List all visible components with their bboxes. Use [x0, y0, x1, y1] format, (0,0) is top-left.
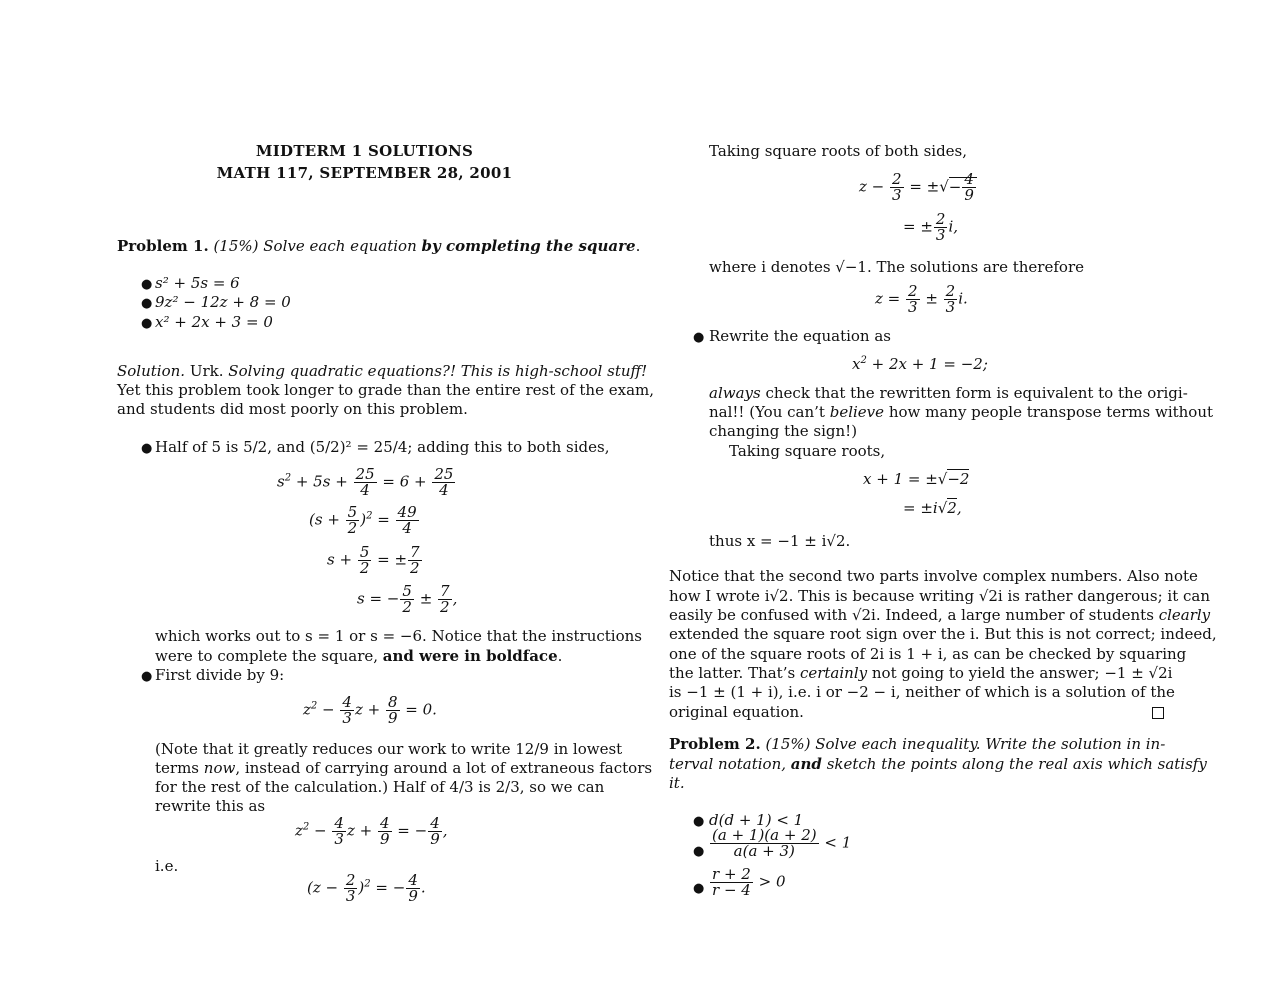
notice-1: Notice that the second two parts involve complex numbers. Also note: [669, 567, 1198, 585]
notice-5: one of the square roots of 2i is 1 + i, as can be checked by squaring: [669, 645, 1187, 663]
nal-line: nal!! (You can’t believe how many people transpose terms without: [709, 403, 1214, 421]
part2-note-2: terms now, instead of carrying around a lot of extraneous factors: [155, 759, 653, 777]
inequality-2: $\frac{(a + 1)(a + 2)}{a(a + 3)}$ < 1: [712, 826, 852, 860]
notice-2: how I wrote i√2. This is because writing √2i is rather dangerous; it can: [669, 587, 1211, 605]
solutions-equation: z = $\frac{2}{3}$ ± $\frac{2}{3}$ i.: [875, 282, 968, 316]
bullet-icon: ●: [693, 814, 705, 829]
solution-line-3: and students did most poorly on this problem.: [117, 400, 468, 418]
thus-line: thus x = −1 ± i√2.: [709, 532, 851, 550]
roots-step-2: = ± $\frac{2}{3}$ i,: [903, 210, 959, 244]
bullet-icon: ●: [141, 441, 153, 456]
problem-2-line-1: Problem 2. (15%) Solve each inequality. Write the solution in in-: [669, 735, 1166, 753]
problem-2-line-3: it.: [669, 774, 685, 792]
rewrite-line: Rewrite the equation as: [709, 327, 891, 345]
taking-roots: Taking square roots of both sides,: [709, 142, 968, 160]
inequality-3: $\frac{r + 2}{r - 4}$ > 0: [712, 865, 786, 899]
part2-equation-3: (z − $\frac{2}{3}$ )$^2$ = − $\frac{4}{9}$ .: [307, 871, 426, 905]
part2-ie: i.e.: [155, 857, 179, 875]
part2-note-4: rewrite this as: [155, 797, 266, 815]
part2-equation-1: $z^2$ − $\frac{4}{3}$ z + $\frac{8}{9}$ = 0.: [303, 693, 437, 727]
roots-step-1: z − $\frac{2}{3}$ = ±√− $\frac{4}{9}$: [859, 172, 977, 203]
part2-intro: First divide by 9:: [155, 666, 285, 684]
derivation-step-1: $s^2 + 5s$ + $\frac{25}{4}$ = 6 + $\frac{25}{4}$: [277, 465, 454, 499]
equation-1: s² + 5s = 6: [155, 274, 240, 292]
part1-after-2: were to complete the square, and were in boldface.: [155, 647, 563, 665]
bullet-icon: ●: [693, 844, 705, 859]
problem-1-label: Problem 1.: [117, 237, 209, 255]
where-i: where i denotes √−1. The solutions are therefore: [709, 258, 1084, 276]
derivation-step-2: (s + $\frac{5}{2}$ )$^2$ = $\frac{49}{4}$: [309, 503, 417, 537]
rewritten-equation: $x^2 + 2x + 1 = -2$;: [852, 355, 988, 373]
part2-equation-2: $z^2$ − $\frac{4}{3}$ z + $\frac{4}{9}$ = − $\frac{4}{9}$ ,: [295, 814, 448, 848]
sqrt-step-2: = ±i√2,: [903, 499, 962, 517]
bullet-icon: ●: [141, 296, 153, 311]
part1-intro: Half of 5 is 5/2, and (5/2)² = 25/4; adding this to both sides,: [155, 438, 610, 456]
problem-2-label: Problem 2.: [669, 735, 761, 753]
bullet-icon: ●: [141, 277, 153, 292]
equation-2: 9z² − 12z + 8 = 0: [155, 293, 291, 311]
solution-line-1: Solution. Urk. Solving quadratic equations?! This is high-school stuff!: [117, 362, 648, 380]
title-line-1: MIDTERM 1 SOLUTIONS: [255, 142, 474, 160]
sqrt-step-1: x + 1 = ±√−2: [863, 470, 970, 488]
part2-note-3: for the rest of the calculation.) Half of 4/3 is 2/3, so we can: [155, 778, 605, 796]
part1-after-1: which works out to s = 1 or s = −6. Notice that the instructions: [155, 627, 642, 645]
notice-8: original equation.: [669, 703, 804, 721]
notice-6: the latter. That’s certainly not going to yield the answer; −1 ± √2i: [669, 664, 1173, 682]
notice-7: is −1 ± (1 + i), i.e. i or −2 − i, neither of which is a solution of the: [669, 683, 1175, 701]
always-line: always check that the rewritten form is equivalent to the origi-: [709, 384, 1188, 402]
changing-line: changing the sign!): [709, 422, 858, 440]
derivation-step-4: s = − $\frac{5}{2}$ ± $\frac{7}{2}$ ,: [357, 582, 458, 616]
bullet-icon: ●: [693, 330, 705, 345]
inequality-1: d(d + 1) < 1: [709, 811, 804, 829]
notice-3: easily be confused with √2i. Indeed, a large number of students clearly: [669, 606, 1211, 624]
derivation-step-3: s + $\frac{5}{2}$ = ± $\frac{7}{2}$: [327, 543, 420, 577]
bullet-icon: ●: [141, 669, 153, 684]
bullet-icon: ●: [141, 316, 153, 331]
bullet-icon: ●: [693, 881, 705, 896]
problem-2-line-2: terval notation, and sketch the points along the real axis which satisfy: [669, 755, 1207, 773]
title-line-2: MATH 117, SEPTEMBER 28, 2001: [216, 164, 513, 182]
part2-note-1: (Note that it greatly reduces our work to write 12/9 in lowest: [155, 740, 623, 758]
taking-roots-2: Taking square roots,: [729, 442, 886, 460]
equation-3: x² + 2x + 3 = 0: [155, 313, 273, 331]
qed-square-icon: [1152, 707, 1164, 719]
problem-1-statement: Problem 1. (15%) Solve each equation by completing the square.: [117, 237, 641, 255]
solution-line-2: Yet this problem took longer to grade than the entire rest of the exam,: [117, 381, 655, 399]
notice-4: extended the square root sign over the i. But this is not correct; indeed,: [669, 625, 1217, 643]
